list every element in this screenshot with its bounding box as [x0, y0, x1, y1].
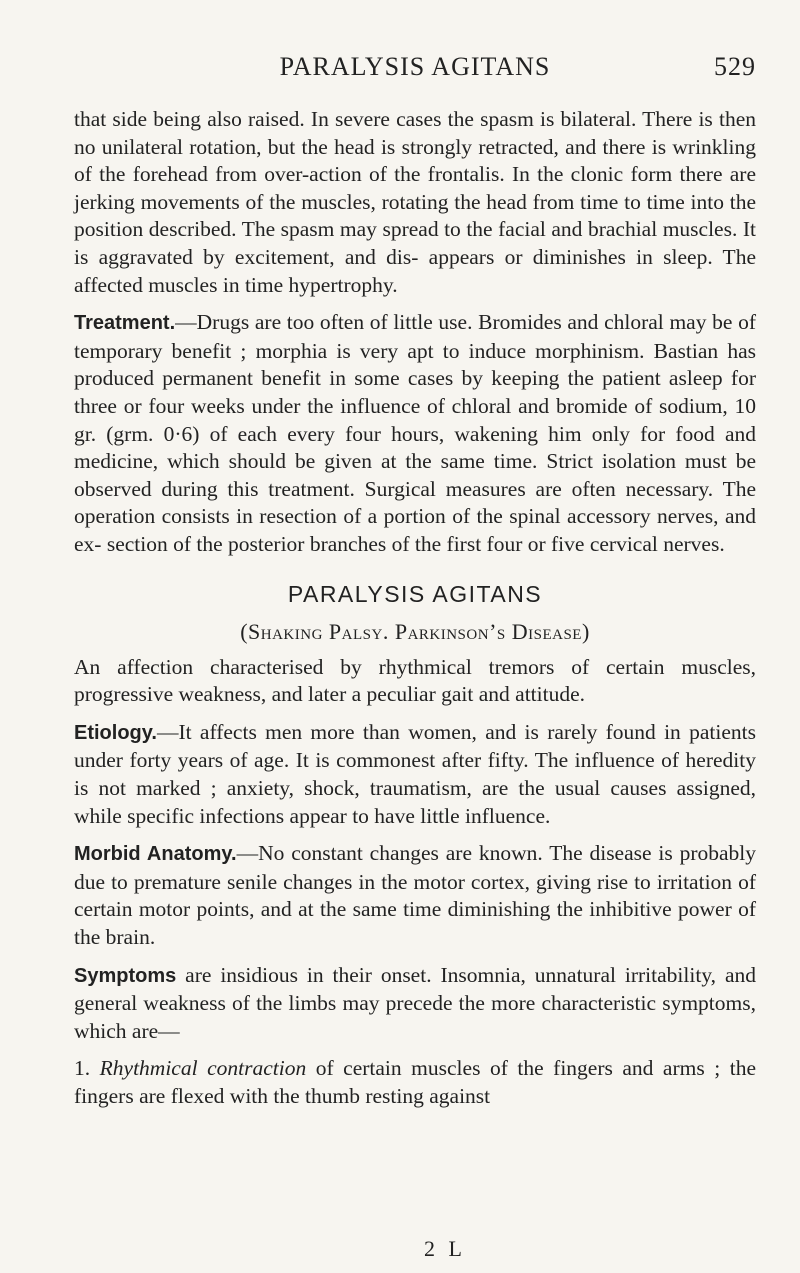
etiology-heading: Etiology.: [74, 721, 157, 744]
section-subheading: (Shaking Palsy. Parkinson’s Disease): [240, 619, 590, 645]
symptoms-heading: Symptoms: [74, 964, 177, 987]
item-1-term: Rhythmical contraction: [99, 1056, 307, 1081]
running-title: PARALYSIS AGITANS: [279, 52, 551, 81]
paragraph-morbid-anatomy: [74, 840, 756, 951]
section-heading: PARALYSIS AGITANS: [287, 580, 543, 607]
morbid-anatomy-heading: Morbid Anatomy.: [74, 843, 237, 866]
paragraph-symptoms: [74, 962, 756, 1046]
treatment-text: —Drugs are too often of little use. Bromides and chloral may be of temporary benefit ; morphia is very apt to induce morphinism. Bastian has produced permanent benefit in some cases by keeping the patient asleep for three or four weeks under the influence of chloral and bromide of sodium, 10 gr. (grm. 0·6) of each every four hours, wakening him only for food and medicine, which should be given at the same time. Strict isolation must be observed during this treatment. Surgical measures are often necessary. The operation consists in resection of a portion of the spinal accessory nerves, and ex- section of the posterior branches of the first four or five cervical nerves.: [74, 310, 756, 556]
body-text: [74, 106, 756, 1121]
item-1-text: of certain muscles of the fingers and arms ; the fingers are flexed with the thumb resting against: [74, 1056, 757, 1108]
item-1-number: 1.: [74, 1056, 100, 1081]
symptoms-text: are insidious in their onset. Insomnia, unnatural irritability, and general weakness of the limbs may precede the more characteristic symptoms, which are—: [74, 962, 756, 1043]
paragraph-spasm-continuation: that side being also raised. In severe cases the spasm is bilateral. There is then no unilateral rotation, but the head is strongly retracted, and there is wrinkling of the forehead from over-action of the frontalis. In the clonic form there are jerking movements of the muscles, rotating the head from time to time into the position described. The spasm may spread to the facial and brachial muscles. It is aggravated by excitement, and dis- appears or diminishes in sleep. The affected muscles in time hypertrophy.: [74, 107, 756, 297]
paragraph-treatment: [74, 309, 756, 558]
etiology-text: —It affects men more than women, and is rarely found in patients under forty years of age. It is commonest after fifty. The influence of heredity is not marked ; anxiety, shock, traumatism, are the usual causes assigned, while specific infections appear to have little influence.: [74, 719, 756, 828]
paragraph-intro: An affection characterised by rhythmical tremors of certain muscles, progressive weakness, and later a peculiar gait and attitude.: [74, 654, 756, 707]
paragraph-etiology: [74, 719, 756, 830]
treatment-heading: Treatment.: [74, 312, 176, 335]
signature-mark: 2 L: [424, 1236, 466, 1261]
page-number: 529: [714, 52, 756, 81]
paragraph-symptom-item-1: [74, 1055, 756, 1110]
morbid-anatomy-text: —No constant changes are known. The disease is probably due to premature senile changes in the motor cortex, giving rise to irritation of certain motor points, and at the same time diminishing the inhibitive power of the brain.: [74, 841, 756, 950]
running-head: [74, 52, 756, 92]
